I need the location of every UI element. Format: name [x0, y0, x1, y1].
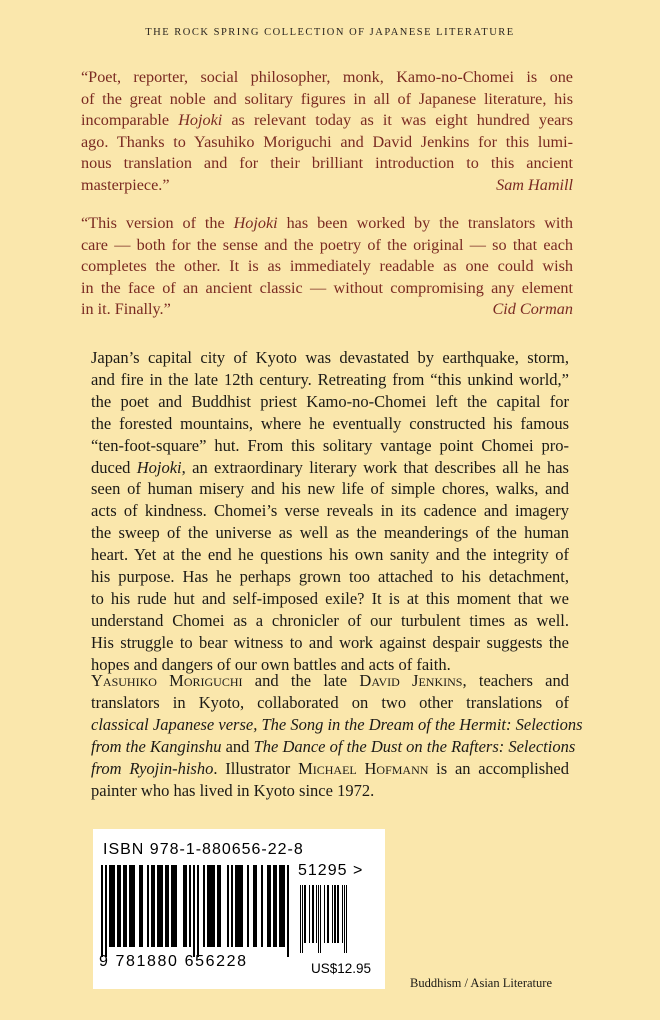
- barcode-bar: [327, 885, 329, 943]
- ean-barcode-bars: [101, 865, 291, 959]
- barcode-bar: [139, 865, 143, 947]
- price-addon-code: 51295 >: [298, 862, 364, 879]
- text-line: “Poet, reporter, social philosopher, monk, Kamo-no-Chomei is one: [81, 68, 573, 86]
- barcode-bar: [151, 865, 155, 947]
- barcode-bar: [300, 885, 301, 953]
- review-quote-corman: [81, 213, 573, 321]
- barcode-bar: [109, 865, 115, 947]
- barcode-bar: [324, 885, 325, 943]
- barcode-bar: [320, 885, 321, 953]
- ean-digits: 9 781880 656228: [99, 953, 248, 970]
- text-line: in the face of an ancient classic — without compromising any element: [81, 278, 573, 297]
- text-line: Japan’s capital city of Kyoto was devastated by earthquake, storm,: [91, 348, 569, 367]
- text-line: from Ryojin-hisho. Illustrator Michael Hofmann is an accomplished: [91, 758, 569, 778]
- barcode-bar: [267, 865, 271, 947]
- barcode-bar: [342, 885, 343, 943]
- text-line: care — both for the sense and the poetry of the original — so that each: [81, 235, 573, 254]
- subject-category: Buddhism / Asian Literature: [410, 976, 552, 990]
- text-line: to his rude hut and self-imposed exile? It is at this moment that we: [91, 588, 569, 608]
- text-line: classical Japanese verse, The Song in the Dream of the Hermit: Selections: [91, 714, 583, 734]
- text-line: duced Hojoki, an extraordinary literary work that describes all he has: [91, 457, 569, 477]
- quote-attribution-row: [81, 175, 573, 197]
- barcode-bar: [309, 885, 310, 943]
- barcode-bar: [231, 865, 233, 947]
- text-line: the poet and Buddhist priest Kamo-no-Chomei left the capital for: [91, 391, 569, 411]
- barcode-bar: [105, 865, 107, 957]
- barcode-bar: [207, 865, 215, 947]
- text-line: “ten-foot-square” hut. From this solitary vantage point Chomei pro-: [91, 435, 569, 455]
- barcode-bar: [287, 865, 289, 957]
- barcode-bar: [157, 865, 163, 947]
- barcode-bar: [316, 885, 317, 943]
- barcode-bar: [312, 885, 314, 943]
- text-line: heart. Yet at the end he questions his own sanity and the integrity of: [91, 545, 569, 565]
- addon-barcode-bars: [300, 885, 358, 955]
- barcode-bar: [247, 865, 249, 947]
- text-line: understand Chomei as a chronicler of our turbulent times as well.: [91, 610, 569, 630]
- quote-last-line: masterpiece.”: [81, 175, 170, 194]
- barcode-bar: [171, 865, 177, 947]
- barcode-bar: [346, 885, 347, 953]
- text-line: of the great noble and solitary figures in all of Japanese literature, his: [81, 89, 573, 108]
- barcode-bar: [235, 865, 243, 947]
- text-line: completes the other. It is as immediately readable as one could wish: [81, 257, 573, 276]
- text-line: hopes and dangers of our own battles and acts of faith.: [91, 654, 451, 674]
- text-line: “This version of the Hojoki has been worked by the translators with: [81, 214, 573, 232]
- text-line: Yasuhiko Moriguchi and the late David Jenkins, teachers and: [91, 671, 569, 690]
- barcode-bar: [273, 865, 277, 947]
- text-line: seen of human misery and his new life of simple chores, walks, and: [91, 479, 569, 499]
- isbn-barcode: [93, 829, 385, 989]
- barcode-bar: [203, 865, 205, 947]
- price-label: US$12.95: [311, 961, 372, 976]
- quote-attribution: Cid Corman: [492, 300, 573, 319]
- text-line: translators in Kyoto, collaborated on two other translations of: [91, 692, 569, 712]
- barcode-bar: [253, 865, 257, 947]
- barcode-bar: [123, 865, 127, 947]
- barcode-bar: [332, 885, 333, 943]
- barcode-bar: [193, 865, 195, 957]
- book-description: [91, 347, 569, 676]
- barcode-bar: [197, 865, 199, 957]
- barcode-bar: [217, 865, 221, 947]
- text-line: incomparable Hojoki as relevant today as it was eight hundred years: [81, 111, 574, 130]
- quote-lines: [81, 213, 573, 299]
- barcode-bar: [344, 885, 345, 953]
- translators-bio: [91, 670, 583, 801]
- barcode-bar: [334, 885, 336, 943]
- barcode-bar: [183, 865, 187, 947]
- barcode-bar: [117, 865, 121, 947]
- text-line: painter who has lived in Kyoto since 1972.: [91, 780, 375, 800]
- quote-attribution: Sam Hamill: [496, 175, 573, 194]
- barcode-bar: [337, 885, 339, 943]
- text-line: the forested mountains, where he eventually constructed his famous: [91, 413, 569, 433]
- series-title: THE ROCK SPRING COLLECTION OF JAPANESE LITERATURE: [145, 27, 515, 38]
- quote-lines: [81, 67, 573, 175]
- quote-attribution-row: [81, 299, 573, 321]
- text-line: from the Kanginshu and The Dance of the Dust on the Rafters: Selections: [91, 736, 576, 756]
- text-line: His struggle to bear witness to and work against despair suggests the: [91, 632, 569, 652]
- quote-last-line: in it. Finally.”: [81, 300, 171, 319]
- barcode-bar: [165, 865, 169, 947]
- barcode-bar: [101, 865, 103, 957]
- text-line: his purpose. Has he perhaps grown too attached to his detachment,: [91, 567, 569, 587]
- barcode-bar: [147, 865, 149, 947]
- text-line: acts of kindness. Chomei’s verse reveals in its cadence and imagery: [91, 501, 569, 521]
- text-line: and fire in the late 12th century. Retreating from “this unkind world,”: [91, 369, 569, 389]
- text-line: ago. Thanks to Yasuhiko Moriguchi and David Jenkins for this lumi-: [81, 132, 573, 151]
- barcode-bar: [261, 865, 263, 947]
- barcode-bar: [227, 865, 229, 947]
- barcode-bar: [304, 885, 306, 943]
- barcode-bar: [318, 885, 319, 953]
- barcode-bar: [279, 865, 285, 947]
- barcode-bar: [302, 885, 303, 953]
- barcode-bar: [189, 865, 191, 947]
- text-line: the sweep of the universe as well as the meanderings of the human: [91, 523, 569, 543]
- text-line: nous translation and for their brilliant introduction to this ancient: [81, 154, 573, 173]
- review-quote-hamill: [81, 67, 573, 197]
- isbn-number: ISBN 978-1-880656-22-8: [103, 841, 304, 858]
- barcode-bar: [129, 865, 135, 947]
